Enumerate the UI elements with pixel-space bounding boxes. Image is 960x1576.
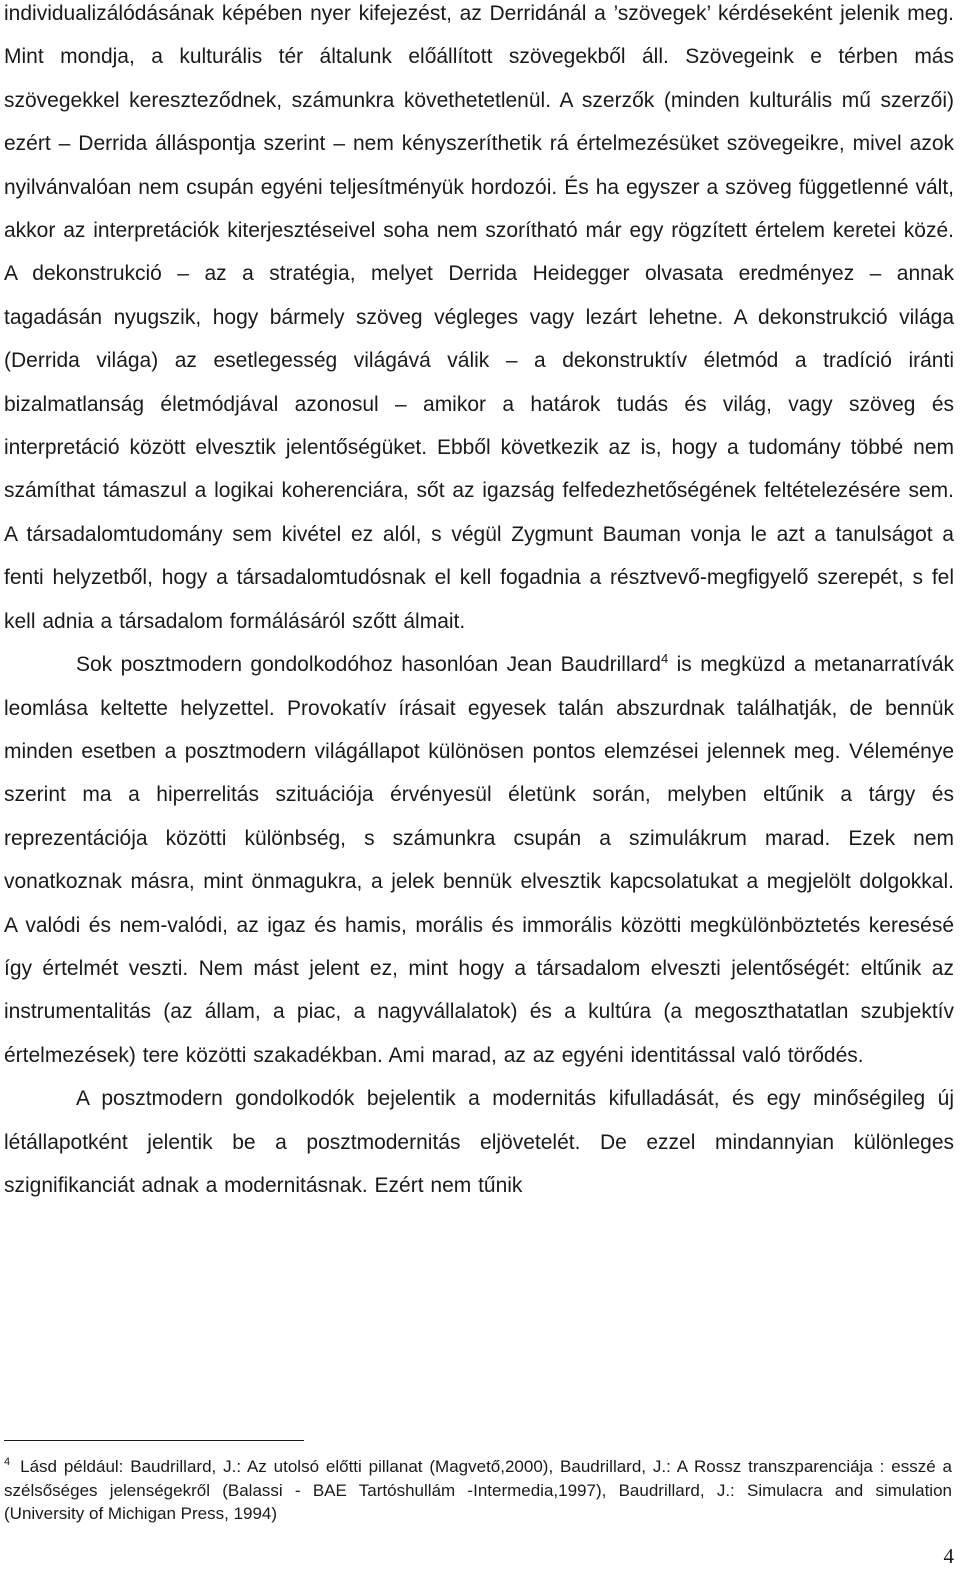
body-paragraph: A posztmodern gondolkodók bejelentik a modernitás kifulladását, és egy minőségileg új létállapotként jelentik be a posztmodernitás eljövetelét. De ezzel mindannyian különleges szignifikanciát adnak a modernitásnak. Ezért nem tűnik: [4, 1087, 954, 1197]
footnote-text: Lásd például: Baudrillard, J.: Az utolsó előtti pillanat (Magvető,2000), Baudrillard, J.: A Rossz transzparenciája : esszé a szélsőséges jelenségekről (Balassi - BAE Tartóshullám -Intermedia,1997), Baudrillard, J.: Simulacra and simulation (University of Michigan Press, 1994): [4, 1457, 952, 1523]
document-page: [4, 0, 954, 1207]
page-number: 4: [943, 1544, 954, 1568]
paragraph-text: Sok posztmodern gondolkodóhoz hasonlóan Jean Baudrillard: [76, 653, 661, 677]
footnote-reference[interactable]: 4: [660, 651, 669, 667]
body-paragraph: individualizálódásának képében nyer kifejezést, az Derridánál a ’szövegek’ kérdéseként jelenik meg. Mint mondja, a kulturális tér általunk előállított szövegekből áll. Szövegeink e térben más szövegekkel kereszteződnek, számunkra követhetetlenül. A szerzők (minden kulturális mű szerzői) ezért – Derrida álláspontja szerint – nem kényszeríthetik rá értelmezésüket szövegeikre, mivel azok nyilvánvalóan nem csupán egyéni teljesítményük hordozói. És ha egyszer a szöveg függetlenné vált, akkor az interpretációk kiterjesztéseivel soha nem szorítható már egy rögzített értelem keretei közé. A dekonstrukció – az a stratégia, melyet Derrida Heidegger olvasata eredményez – annak tagadásán nyugszik, hogy bármely szöveg végleges vagy lezárt lehetne. A dekonstrukció világa (Derrida világa) az esetlegesség világává válik – a dekonstruktív életmód a tradíció iránti bizalmatlanság életmódjával azonosul – amikor a határok tudás és világ, vagy szöveg és interpretáció között elvesztik jelentőségüket. Ebből következik az is, hogy a tudomány többé nem számíthat támaszul a logikai koherenciára, sőt az igazság felfedezhetőségének feltételezésére sem. A társadalomtudomány sem kivétel ez alól, s végül Zygmunt Bauman vonja le azt a tanulságot a fenti helyzetből, hogy a társadalomtudósnak el kell fogadnia a résztvevő-megfigyelő szerepét, s fel kell adnia a társadalom formálásáról szőtt álmait.: [4, 2, 954, 633]
body-paragraph: [4, 643, 954, 1077]
paragraph-text: is megküzd a metanarratívák leomlása keltette helyzettel. Provokatív írásait egyesek talán abszurdnak találhatják, de bennük minden esetben a posztmodern világállapot különösen pontos elemzései jelennek meg. Véleménye szerint ma a hiperrelitás szituációja érvényesül életünk során, melyben eltűnik a tárgy és reprezentációja közötti különbség, s számunkra csupán a szimulákrum marad. Ezek nem vonatkoznak másra, mint önmagukra, a jelek bennük elvesztik kapcsolatukat a megjelölt dolgokkal. A valódi és nem-valódi, az igaz és hamis, morális és immorális közötti megkülönböztetés keresésé így értelmét veszti. Nem mást jelent ez, mint hogy a társadalom elveszti jelentőségét: eltűnik az instrumentalitás (az állam, a piac, a nagyvállalatok) és a kultúra (a megoszthatatlan szubjektív értelmezések) tere közötti szakadékban. Ami marad, az az egyéni identitással való törődés.: [4, 653, 955, 1067]
footnote-separator: [4, 1440, 304, 1441]
footnote: [4, 1455, 952, 1526]
footnote-marker: 4: [4, 1456, 11, 1469]
